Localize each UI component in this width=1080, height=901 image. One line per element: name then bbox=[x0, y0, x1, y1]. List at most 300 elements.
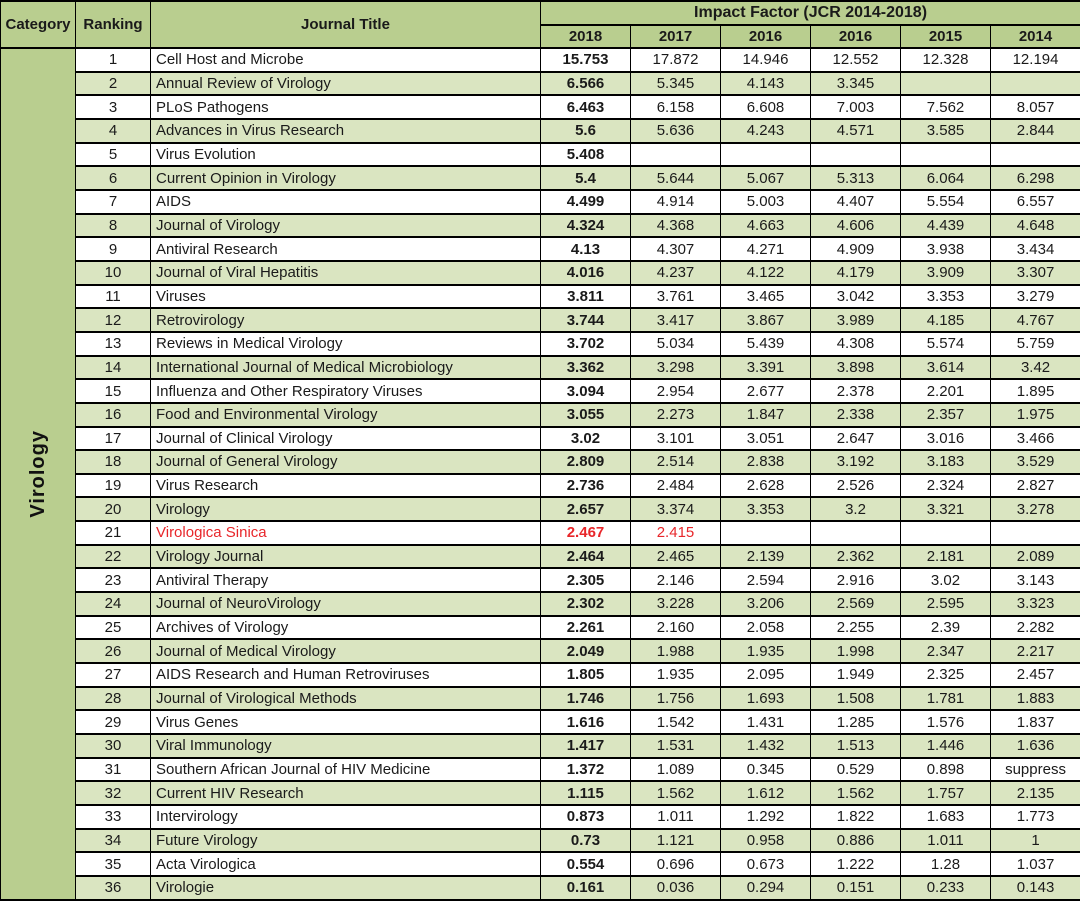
journal-title-cell: Journal of NeuroVirology bbox=[151, 592, 541, 616]
ranking-cell: 19 bbox=[76, 474, 151, 498]
impact-factor-cell: 0.958 bbox=[721, 829, 811, 853]
impact-factor-cell: 1.417 bbox=[541, 734, 631, 758]
impact-factor-cell: 0.886 bbox=[811, 829, 901, 853]
impact-factor-cell: 1.837 bbox=[991, 710, 1080, 734]
impact-factor-cell: 4.368 bbox=[631, 214, 721, 238]
journal-title-cell: Acta Virologica bbox=[151, 852, 541, 876]
impact-factor-cell: 1.975 bbox=[991, 403, 1080, 427]
header-category: Category bbox=[1, 1, 76, 48]
impact-factor-cell: 6.557 bbox=[991, 190, 1080, 214]
ranking-cell: 16 bbox=[76, 403, 151, 427]
impact-factor-cell: 2.484 bbox=[631, 474, 721, 498]
impact-factor-cell: 2.595 bbox=[901, 592, 991, 616]
impact-factor-cell: 1.431 bbox=[721, 710, 811, 734]
impact-factor-cell: 2.089 bbox=[991, 545, 1080, 569]
impact-factor-cell: 8.057 bbox=[991, 95, 1080, 119]
impact-factor-cell: 2.058 bbox=[721, 616, 811, 640]
ranking-cell: 1 bbox=[76, 48, 151, 72]
impact-factor-cell: 3.016 bbox=[901, 427, 991, 451]
impact-factor-cell: 4.307 bbox=[631, 237, 721, 261]
impact-factor-cell: 3.02 bbox=[901, 568, 991, 592]
table-row bbox=[1, 214, 1080, 238]
impact-factor-cell: 2.467 bbox=[541, 521, 631, 545]
journal-title-cell: Intervirology bbox=[151, 805, 541, 829]
impact-factor-cell: 1.805 bbox=[541, 663, 631, 687]
impact-factor-cell: 2.049 bbox=[541, 639, 631, 663]
impact-factor-cell: 1.998 bbox=[811, 639, 901, 663]
impact-factor-cell: 4.324 bbox=[541, 214, 631, 238]
impact-factor-cell: 4.439 bbox=[901, 214, 991, 238]
table-row bbox=[1, 427, 1080, 451]
header-year-3-2016: 2016 bbox=[811, 25, 901, 48]
impact-factor-cell: 0.554 bbox=[541, 852, 631, 876]
journal-title-cell: Cell Host and Microbe bbox=[151, 48, 541, 72]
table-row bbox=[1, 237, 1080, 261]
impact-factor-cell: 2.844 bbox=[991, 119, 1080, 143]
journal-title-cell: Virus Research bbox=[151, 474, 541, 498]
journal-title-cell: Journal of Viral Hepatitis bbox=[151, 261, 541, 285]
header-impact-factor-group: Impact Factor (JCR 2014-2018) bbox=[541, 1, 1080, 25]
impact-factor-cell: 2.255 bbox=[811, 616, 901, 640]
table-row bbox=[1, 308, 1080, 332]
impact-factor-cell bbox=[901, 521, 991, 545]
impact-factor-cell: 6.463 bbox=[541, 95, 631, 119]
ranking-cell: 24 bbox=[76, 592, 151, 616]
impact-factor-cell: 5.574 bbox=[901, 332, 991, 356]
impact-factor-cell: 2.569 bbox=[811, 592, 901, 616]
impact-factor-cell: 3.206 bbox=[721, 592, 811, 616]
header-year-5-2014: 2014 bbox=[991, 25, 1080, 48]
table-row bbox=[1, 119, 1080, 143]
impact-factor-cell: 2.135 bbox=[991, 781, 1080, 805]
impact-factor-cell: 1.531 bbox=[631, 734, 721, 758]
journal-title-cell: Journal of General Virology bbox=[151, 450, 541, 474]
impact-factor-cell: 1.562 bbox=[631, 781, 721, 805]
journal-title-cell: Advances in Virus Research bbox=[151, 119, 541, 143]
ranking-cell: 17 bbox=[76, 427, 151, 451]
impact-factor-cell: 3.307 bbox=[991, 261, 1080, 285]
impact-factor-cell: 5.345 bbox=[631, 72, 721, 96]
impact-factor-cell: 3.094 bbox=[541, 379, 631, 403]
impact-factor-cell: 2.677 bbox=[721, 379, 811, 403]
impact-factor-cell: 2.201 bbox=[901, 379, 991, 403]
impact-factor-cell: 2.325 bbox=[901, 663, 991, 687]
journal-title-cell: Journal of Medical Virology bbox=[151, 639, 541, 663]
ranking-cell: 13 bbox=[76, 332, 151, 356]
impact-factor-cell: 3.938 bbox=[901, 237, 991, 261]
journal-title-cell: Virologica Sinica bbox=[151, 521, 541, 545]
impact-factor-cell: 2.261 bbox=[541, 616, 631, 640]
impact-factor-cell: 5.313 bbox=[811, 166, 901, 190]
table-row bbox=[1, 497, 1080, 521]
impact-factor-cell: 6.566 bbox=[541, 72, 631, 96]
impact-factor-cell: 3.051 bbox=[721, 427, 811, 451]
impact-factor-cell: 4.271 bbox=[721, 237, 811, 261]
journal-title-cell: Retrovirology bbox=[151, 308, 541, 332]
ranking-cell: 9 bbox=[76, 237, 151, 261]
table-row bbox=[1, 261, 1080, 285]
table-row bbox=[1, 616, 1080, 640]
ranking-cell: 14 bbox=[76, 356, 151, 380]
impact-factor-cell: 2.514 bbox=[631, 450, 721, 474]
impact-factor-cell: 3.279 bbox=[991, 285, 1080, 309]
ranking-cell: 4 bbox=[76, 119, 151, 143]
journal-title-cell: Antiviral Therapy bbox=[151, 568, 541, 592]
header-year-1-2017: 2017 bbox=[631, 25, 721, 48]
journal-title-cell: Virology Journal bbox=[151, 545, 541, 569]
impact-factor-cell bbox=[991, 143, 1080, 167]
impact-factor-cell bbox=[721, 143, 811, 167]
impact-factor-cell: 1.089 bbox=[631, 758, 721, 782]
journal-title-cell: AIDS Research and Human Retroviruses bbox=[151, 663, 541, 687]
journal-title-cell: Annual Review of Virology bbox=[151, 72, 541, 96]
journal-title-cell: AIDS bbox=[151, 190, 541, 214]
impact-factor-cell: 1.773 bbox=[991, 805, 1080, 829]
impact-factor-cell: 3.761 bbox=[631, 285, 721, 309]
impact-factor-cell: 1.612 bbox=[721, 781, 811, 805]
table-row bbox=[1, 710, 1080, 734]
impact-factor-cell: 2.526 bbox=[811, 474, 901, 498]
table-row bbox=[1, 48, 1080, 72]
table-row bbox=[1, 190, 1080, 214]
journal-title-cell: Viral Immunology bbox=[151, 734, 541, 758]
journal-title-cell: Food and Environmental Virology bbox=[151, 403, 541, 427]
impact-factor-cell: 3.391 bbox=[721, 356, 811, 380]
impact-factor-cell: 5.067 bbox=[721, 166, 811, 190]
table-row bbox=[1, 805, 1080, 829]
impact-factor-cell: 3.183 bbox=[901, 450, 991, 474]
impact-factor-cell: 12.552 bbox=[811, 48, 901, 72]
header-journal-title: Journal Title bbox=[151, 1, 541, 48]
impact-factor-cell: 1.037 bbox=[991, 852, 1080, 876]
table-row bbox=[1, 545, 1080, 569]
table-row bbox=[1, 285, 1080, 309]
journal-title-cell: PLoS Pathogens bbox=[151, 95, 541, 119]
impact-factor-cell: 4.143 bbox=[721, 72, 811, 96]
impact-factor-cell: 7.562 bbox=[901, 95, 991, 119]
ranking-cell: 2 bbox=[76, 72, 151, 96]
ranking-cell: 22 bbox=[76, 545, 151, 569]
impact-factor-cell: 4.185 bbox=[901, 308, 991, 332]
impact-factor-cell: 3.614 bbox=[901, 356, 991, 380]
impact-factor-cell: 3.323 bbox=[991, 592, 1080, 616]
impact-factor-cell: 2.338 bbox=[811, 403, 901, 427]
impact-factor-cell: 2.302 bbox=[541, 592, 631, 616]
journal-title-cell: Future Virology bbox=[151, 829, 541, 853]
ranking-cell: 21 bbox=[76, 521, 151, 545]
impact-factor-cell: 3.143 bbox=[991, 568, 1080, 592]
impact-factor-cell: 2.305 bbox=[541, 568, 631, 592]
impact-factor-cell: 3.362 bbox=[541, 356, 631, 380]
impact-factor-cell: 5.408 bbox=[541, 143, 631, 167]
ranking-cell: 35 bbox=[76, 852, 151, 876]
ranking-cell: 31 bbox=[76, 758, 151, 782]
impact-factor-cell: 0.233 bbox=[901, 876, 991, 900]
impact-factor-cell: 3.353 bbox=[721, 497, 811, 521]
impact-factor-cell: 4.308 bbox=[811, 332, 901, 356]
journal-title-cell: Current HIV Research bbox=[151, 781, 541, 805]
impact-factor-cell: 5.644 bbox=[631, 166, 721, 190]
impact-factor-cell: 3.42 bbox=[991, 356, 1080, 380]
impact-factor-cell: 1.121 bbox=[631, 829, 721, 853]
impact-factor-cell: 1.935 bbox=[721, 639, 811, 663]
impact-factor-cell: 1.616 bbox=[541, 710, 631, 734]
impact-factor-cell: 1.757 bbox=[901, 781, 991, 805]
impact-factor-cell: 2.324 bbox=[901, 474, 991, 498]
impact-factor-cell: 2.273 bbox=[631, 403, 721, 427]
impact-factor-cell: 1.115 bbox=[541, 781, 631, 805]
ranking-cell: 34 bbox=[76, 829, 151, 853]
impact-factor-cell: 2.594 bbox=[721, 568, 811, 592]
impact-factor-cell bbox=[991, 72, 1080, 96]
impact-factor-cell: 3.055 bbox=[541, 403, 631, 427]
ranking-cell: 12 bbox=[76, 308, 151, 332]
impact-factor-cell: 3.417 bbox=[631, 308, 721, 332]
category-cell bbox=[1, 48, 76, 900]
impact-factor-cell: 1.822 bbox=[811, 805, 901, 829]
table-row bbox=[1, 592, 1080, 616]
impact-factor-cell: 3.298 bbox=[631, 356, 721, 380]
journal-title-cell: Reviews in Medical Virology bbox=[151, 332, 541, 356]
impact-factor-cell: 3.466 bbox=[991, 427, 1080, 451]
table-row bbox=[1, 332, 1080, 356]
impact-factor-cell: 1.508 bbox=[811, 687, 901, 711]
impact-factor-cell: 3.434 bbox=[991, 237, 1080, 261]
impact-factor-cell: 3.02 bbox=[541, 427, 631, 451]
impact-factor-cell: 3.867 bbox=[721, 308, 811, 332]
impact-factor-cell: 1.011 bbox=[631, 805, 721, 829]
ranking-cell: 30 bbox=[76, 734, 151, 758]
impact-factor-cell: 3.345 bbox=[811, 72, 901, 96]
impact-factor-cell: 1.011 bbox=[901, 829, 991, 853]
journal-title-cell: Virology bbox=[151, 497, 541, 521]
table-row bbox=[1, 379, 1080, 403]
impact-factor-cell: 1.285 bbox=[811, 710, 901, 734]
impact-factor-cell: 0.345 bbox=[721, 758, 811, 782]
impact-factor-cell bbox=[721, 521, 811, 545]
impact-factor-cell: 2.139 bbox=[721, 545, 811, 569]
table-row bbox=[1, 829, 1080, 853]
ranking-cell: 28 bbox=[76, 687, 151, 711]
impact-factor-cell: 3.989 bbox=[811, 308, 901, 332]
table-row bbox=[1, 781, 1080, 805]
header-year-4-2015: 2015 bbox=[901, 25, 991, 48]
impact-factor-cell: 3.898 bbox=[811, 356, 901, 380]
ranking-cell: 25 bbox=[76, 616, 151, 640]
impact-factor-cell: 0.161 bbox=[541, 876, 631, 900]
impact-factor-cell: 1.895 bbox=[991, 379, 1080, 403]
impact-factor-cell: 2.415 bbox=[631, 521, 721, 545]
impact-factor-cell: 1.28 bbox=[901, 852, 991, 876]
impact-factor-cell: 4.767 bbox=[991, 308, 1080, 332]
table-row bbox=[1, 143, 1080, 167]
table-row bbox=[1, 687, 1080, 711]
impact-factor-cell: 1.693 bbox=[721, 687, 811, 711]
impact-factor-cell: 1.883 bbox=[991, 687, 1080, 711]
impact-factor-cell: 3.374 bbox=[631, 497, 721, 521]
journal-title-cell: Journal of Clinical Virology bbox=[151, 427, 541, 451]
impact-factor-cell: 3.744 bbox=[541, 308, 631, 332]
impact-factor-cell: 3.101 bbox=[631, 427, 721, 451]
impact-factor-cell: 1.576 bbox=[901, 710, 991, 734]
impact-factor-cell: 4.648 bbox=[991, 214, 1080, 238]
impact-factor-cell: 17.872 bbox=[631, 48, 721, 72]
impact-factor-cell: 6.298 bbox=[991, 166, 1080, 190]
table-row bbox=[1, 521, 1080, 545]
impact-factor-cell: 1.292 bbox=[721, 805, 811, 829]
impact-factor-cell: 5.4 bbox=[541, 166, 631, 190]
impact-factor-cell: 1.949 bbox=[811, 663, 901, 687]
ranking-cell: 27 bbox=[76, 663, 151, 687]
impact-factor-cell: 4.571 bbox=[811, 119, 901, 143]
impact-factor-cell: 5.759 bbox=[991, 332, 1080, 356]
impact-factor-cell: 2.628 bbox=[721, 474, 811, 498]
journal-title-cell: Influenza and Other Respiratory Viruses bbox=[151, 379, 541, 403]
impact-factor-cell: 4.122 bbox=[721, 261, 811, 285]
table-row bbox=[1, 474, 1080, 498]
ranking-cell: 11 bbox=[76, 285, 151, 309]
impact-factor-cell: 0.898 bbox=[901, 758, 991, 782]
impact-factor-cell: 3.909 bbox=[901, 261, 991, 285]
impact-factor-cell: 2.146 bbox=[631, 568, 721, 592]
journal-title-cell: Virus Evolution bbox=[151, 143, 541, 167]
table-row bbox=[1, 403, 1080, 427]
impact-factor-cell: 0.696 bbox=[631, 852, 721, 876]
header-year-0-2018: 2018 bbox=[541, 25, 631, 48]
impact-factor-cell: 0.873 bbox=[541, 805, 631, 829]
impact-factor-cell: 4.237 bbox=[631, 261, 721, 285]
table-row bbox=[1, 356, 1080, 380]
impact-factor-cell: 1.683 bbox=[901, 805, 991, 829]
impact-factor-cell bbox=[991, 521, 1080, 545]
impact-factor-cell: 3.321 bbox=[901, 497, 991, 521]
impact-factor-cell: 1.847 bbox=[721, 403, 811, 427]
table-row bbox=[1, 639, 1080, 663]
impact-factor-cell: 4.909 bbox=[811, 237, 901, 261]
impact-factor-cell: 1.222 bbox=[811, 852, 901, 876]
impact-factor-cell: 0.143 bbox=[991, 876, 1080, 900]
ranking-cell: 6 bbox=[76, 166, 151, 190]
table-row bbox=[1, 72, 1080, 96]
ranking-cell: 32 bbox=[76, 781, 151, 805]
impact-factor-cell: 2.465 bbox=[631, 545, 721, 569]
impact-factor-cell: 6.064 bbox=[901, 166, 991, 190]
ranking-cell: 20 bbox=[76, 497, 151, 521]
impact-factor-cell: 2.39 bbox=[901, 616, 991, 640]
impact-factor-cell: 3.2 bbox=[811, 497, 901, 521]
impact-factor-cell: 1.935 bbox=[631, 663, 721, 687]
impact-factor-cell: 5.003 bbox=[721, 190, 811, 214]
impact-factor-cell: 0.529 bbox=[811, 758, 901, 782]
ranking-cell: 23 bbox=[76, 568, 151, 592]
impact-factor-cell: 2.181 bbox=[901, 545, 991, 569]
impact-factor-cell: 1.513 bbox=[811, 734, 901, 758]
impact-factor-cell: 12.194 bbox=[991, 48, 1080, 72]
impact-factor-cell: 4.407 bbox=[811, 190, 901, 214]
impact-factor-cell: 1.746 bbox=[541, 687, 631, 711]
impact-factor-cell: 2.095 bbox=[721, 663, 811, 687]
impact-factor-cell bbox=[811, 143, 901, 167]
table-row bbox=[1, 852, 1080, 876]
impact-factor-cell: 0.73 bbox=[541, 829, 631, 853]
impact-factor-cell bbox=[811, 521, 901, 545]
impact-factor-cell: 4.663 bbox=[721, 214, 811, 238]
journal-title-cell: Antiviral Research bbox=[151, 237, 541, 261]
impact-factor-cell: 4.016 bbox=[541, 261, 631, 285]
ranking-cell: 3 bbox=[76, 95, 151, 119]
impact-factor-cell: 4.914 bbox=[631, 190, 721, 214]
impact-factor-cell: 14.946 bbox=[721, 48, 811, 72]
ranking-cell: 8 bbox=[76, 214, 151, 238]
ranking-cell: 29 bbox=[76, 710, 151, 734]
impact-factor-cell: 1.372 bbox=[541, 758, 631, 782]
impact-factor-cell: 2.347 bbox=[901, 639, 991, 663]
journal-title-cell: Archives of Virology bbox=[151, 616, 541, 640]
header-ranking: Ranking bbox=[76, 1, 151, 48]
impact-factor-cell: 3.278 bbox=[991, 497, 1080, 521]
ranking-cell: 33 bbox=[76, 805, 151, 829]
impact-factor-cell bbox=[631, 143, 721, 167]
impact-factor-cell: 4.606 bbox=[811, 214, 901, 238]
table-row bbox=[1, 876, 1080, 900]
impact-factor-cell: suppress bbox=[991, 758, 1080, 782]
impact-factor-cell: 7.003 bbox=[811, 95, 901, 119]
impact-factor-cell: 15.753 bbox=[541, 48, 631, 72]
impact-factor-cell: 3.465 bbox=[721, 285, 811, 309]
impact-factor-cell: 5.439 bbox=[721, 332, 811, 356]
impact-factor-cell bbox=[901, 143, 991, 167]
impact-factor-cell: 0.151 bbox=[811, 876, 901, 900]
header-year-2-2016: 2016 bbox=[721, 25, 811, 48]
ranking-cell: 5 bbox=[76, 143, 151, 167]
impact-factor-cell: 1.562 bbox=[811, 781, 901, 805]
impact-factor-cell: 1.432 bbox=[721, 734, 811, 758]
journal-title-cell: Southern African Journal of HIV Medicine bbox=[151, 758, 541, 782]
impact-factor-cell: 3.702 bbox=[541, 332, 631, 356]
ranking-cell: 7 bbox=[76, 190, 151, 214]
impact-factor-cell: 2.647 bbox=[811, 427, 901, 451]
impact-factor-cell: 1.636 bbox=[991, 734, 1080, 758]
impact-factor-cell: 2.657 bbox=[541, 497, 631, 521]
category-label: Virology bbox=[26, 430, 49, 518]
journal-title-cell: Virologie bbox=[151, 876, 541, 900]
table-row bbox=[1, 450, 1080, 474]
table-row bbox=[1, 166, 1080, 190]
impact-factor-cell: 12.328 bbox=[901, 48, 991, 72]
table-row bbox=[1, 568, 1080, 592]
impact-factor-cell: 2.827 bbox=[991, 474, 1080, 498]
impact-factor-cell: 2.954 bbox=[631, 379, 721, 403]
ranking-cell: 26 bbox=[76, 639, 151, 663]
impact-factor-cell: 3.811 bbox=[541, 285, 631, 309]
impact-factor-cell: 2.464 bbox=[541, 545, 631, 569]
impact-factor-cell: 2.282 bbox=[991, 616, 1080, 640]
journal-title-cell: Viruses bbox=[151, 285, 541, 309]
impact-factor-cell: 2.736 bbox=[541, 474, 631, 498]
ranking-cell: 15 bbox=[76, 379, 151, 403]
impact-factor-cell: 2.160 bbox=[631, 616, 721, 640]
table-row bbox=[1, 734, 1080, 758]
journal-title-cell: International Journal of Medical Microbiology bbox=[151, 356, 541, 380]
impact-factor-cell: 4.179 bbox=[811, 261, 901, 285]
impact-factor-cell: 0.673 bbox=[721, 852, 811, 876]
journal-title-cell: Journal of Virological Methods bbox=[151, 687, 541, 711]
ranking-cell: 18 bbox=[76, 450, 151, 474]
impact-factor-cell: 3.228 bbox=[631, 592, 721, 616]
impact-factor-cell: 4.243 bbox=[721, 119, 811, 143]
impact-factor-cell: 0.294 bbox=[721, 876, 811, 900]
impact-factor-cell: 2.457 bbox=[991, 663, 1080, 687]
